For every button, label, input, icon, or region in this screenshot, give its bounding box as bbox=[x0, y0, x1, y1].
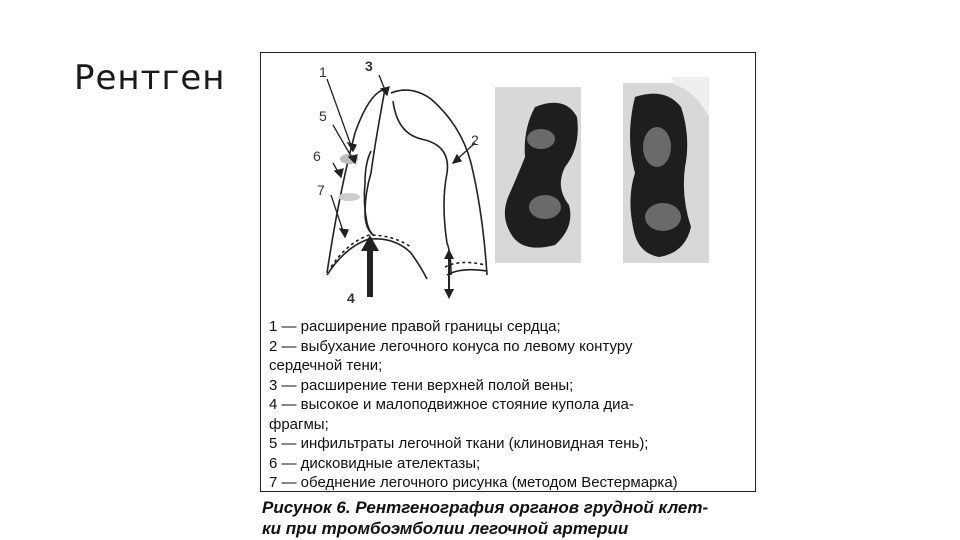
diaphragm-left bbox=[327, 239, 427, 279]
atelectasis-shadow bbox=[338, 193, 360, 201]
figure-box bbox=[260, 52, 756, 492]
legend-item-6: 6 — дисковидные ателектазы; bbox=[269, 454, 481, 472]
legend-item-4: 4 — высокое и малоподвижное стояние купола диа- bbox=[269, 396, 634, 413]
chest-schematic bbox=[261, 53, 501, 313]
heart-left-border bbox=[393, 101, 451, 275]
legend-item-1: 1 — расширение правой границы сердца; bbox=[269, 318, 561, 335]
legend bbox=[269, 317, 749, 493]
diaphragm-right bbox=[447, 270, 487, 275]
legend-item-2-cont: сердечной тени; bbox=[269, 357, 383, 374]
callout-1: 1 bbox=[319, 64, 327, 80]
xray-image bbox=[495, 77, 709, 263]
caption-line-2: ки при тромбоэмболии легочной артерии bbox=[262, 519, 629, 538]
legend-item-4-cont: фрагмы; bbox=[269, 415, 329, 433]
callout-2: 2 bbox=[471, 132, 479, 148]
callout-6: 6 bbox=[313, 148, 321, 164]
figure-caption bbox=[262, 497, 762, 539]
legend-item-3: 3 — расширение тени верхней полой вены; bbox=[269, 376, 574, 394]
caption-line-1: Рисунок 6. Рентгенография органов грудной клет- bbox=[262, 498, 709, 517]
callout-3: 3 bbox=[365, 58, 373, 74]
arrow-4-shaft bbox=[367, 249, 373, 297]
slide-title: Рентген bbox=[74, 58, 226, 98]
callout-5: 5 bbox=[319, 108, 327, 124]
legend-item-2: 2 — выбухание легочного конуса по левому контуру bbox=[269, 337, 633, 355]
callout-7: 7 bbox=[317, 182, 325, 198]
callout-4: 4 bbox=[347, 290, 355, 306]
legend-item-7: 7 — обеднение легочного рисунка (методом Вестермарка) bbox=[269, 474, 678, 491]
legend-item-5: 5 — инфильтраты легочной ткани (клиновидная тень); bbox=[269, 435, 649, 452]
